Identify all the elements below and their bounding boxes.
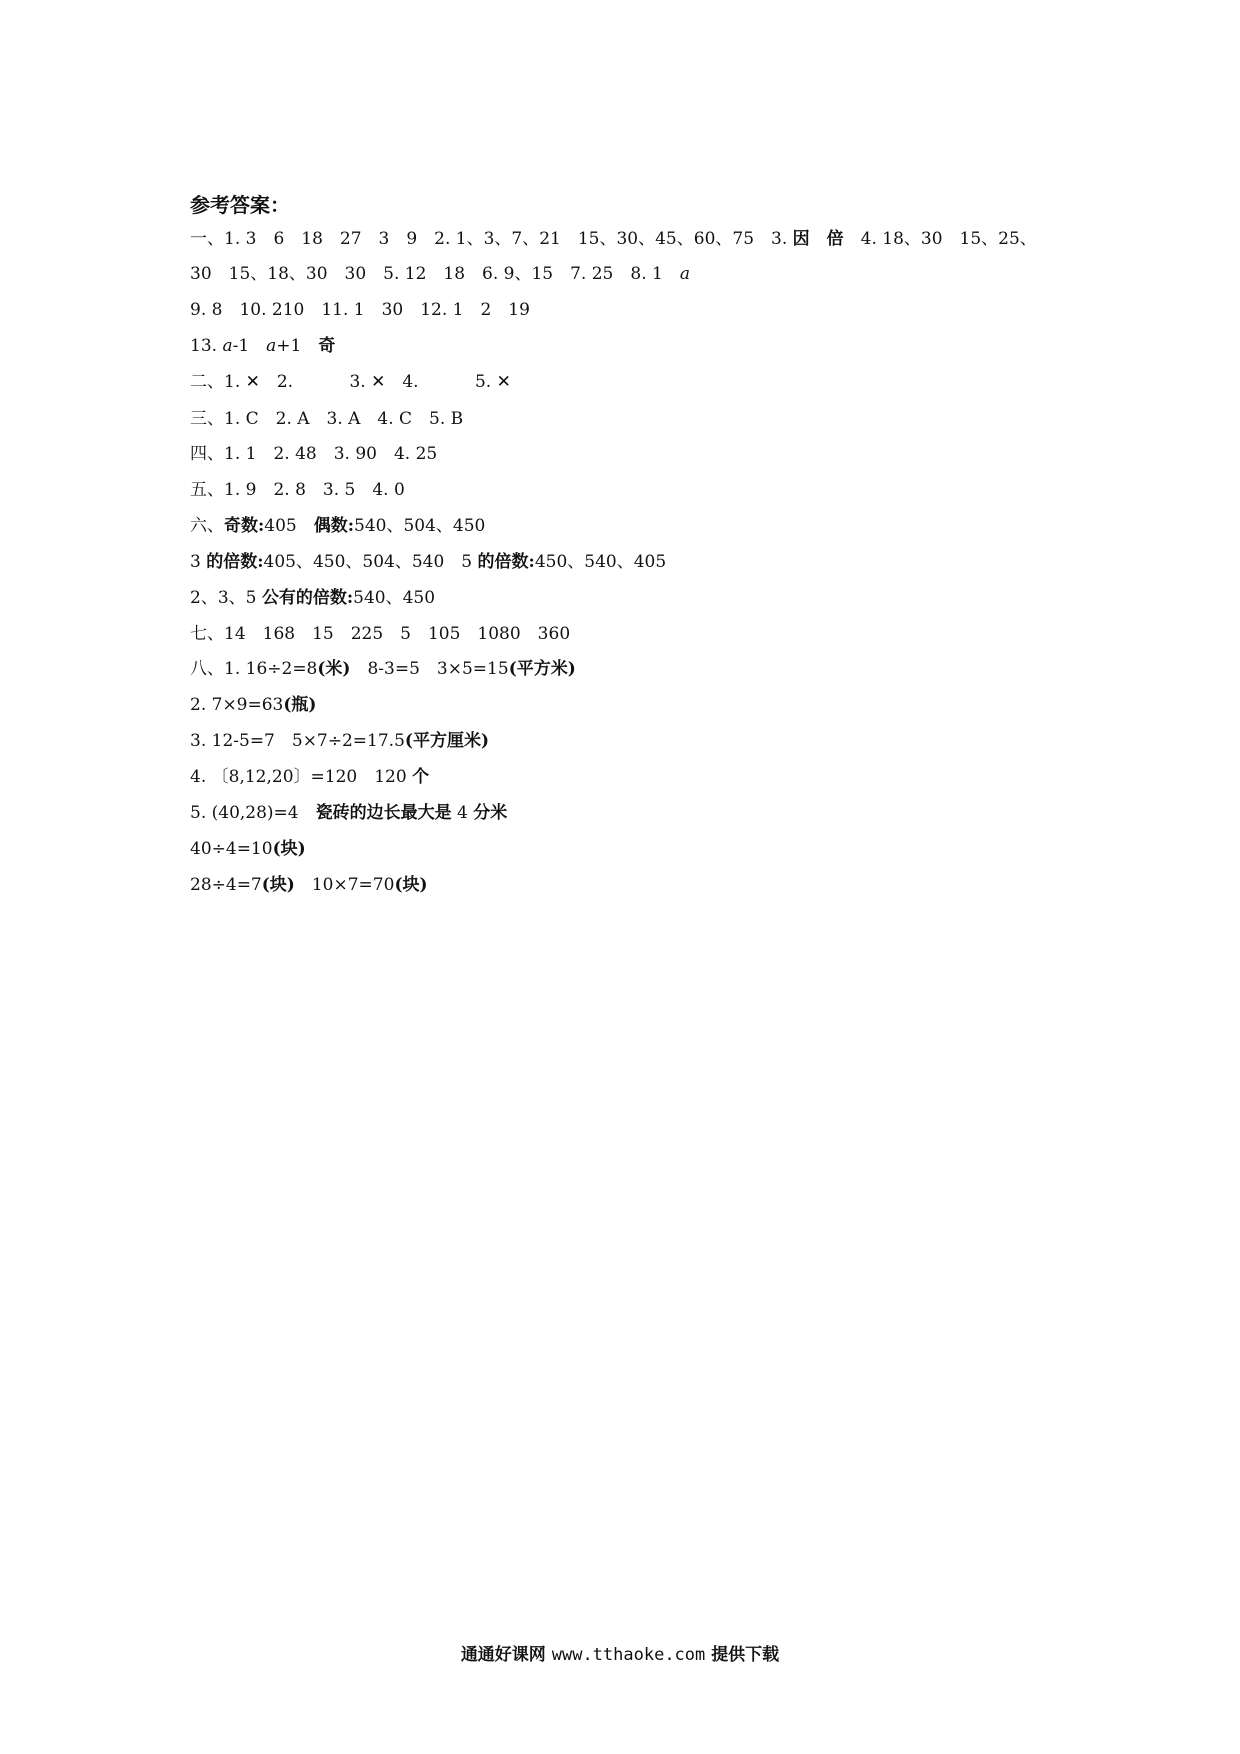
footer-site-name: 通通好课网 xyxy=(460,1645,546,1665)
answer-segment: a xyxy=(266,336,277,356)
answer-segment: 405、450、504、540 5 xyxy=(263,552,478,572)
answer-line xyxy=(190,515,485,537)
answer-segment: (瓶) xyxy=(283,695,317,715)
footer-url[interactable]: www.tthaoke.com xyxy=(551,1645,706,1665)
answer-line xyxy=(190,838,306,860)
answer-segment: 40÷4=10 xyxy=(190,839,273,859)
answer-segment: 六、 xyxy=(190,516,224,536)
page-title: 参考答案： xyxy=(190,193,290,217)
footer xyxy=(0,1640,1240,1665)
answer-line xyxy=(190,228,1037,250)
answer-line xyxy=(190,694,316,716)
answer-segment: 4. 〔8,12,20〕=120 120 xyxy=(190,767,413,787)
answer-line xyxy=(190,335,335,357)
footer-suffix: 提供下载 xyxy=(711,1645,780,1665)
answer-line xyxy=(190,623,570,645)
answer-segment: 公有的倍数: xyxy=(261,588,354,608)
answer-segment: 二、1. ✕ 2. 3. ✕ 4. 5. ✕ xyxy=(190,372,511,392)
answer-segment: 奇数: xyxy=(224,516,265,536)
answer-segment: 的倍数: xyxy=(206,552,264,572)
answer-segment: a xyxy=(222,336,233,356)
answer-line xyxy=(190,371,511,393)
answer-segment: 5. (40,28)=4 xyxy=(190,803,316,823)
answer-segment: 的倍数: xyxy=(477,552,535,572)
answer-line xyxy=(190,802,507,824)
answer-segment: 405 xyxy=(264,516,314,536)
answer-line xyxy=(190,874,428,896)
answer-line xyxy=(190,730,489,752)
answer-segment: 瓷砖的边长最大是 xyxy=(315,803,452,823)
answer-segment: 五、1. 9 2. 8 3. 5 4. 0 xyxy=(190,480,405,500)
answer-segment: 一、1. 3 6 18 27 3 9 2. 1、3、7、21 15、30、45、60、75 3. xyxy=(190,229,793,249)
answer-segment: (块) xyxy=(261,875,295,895)
answer-segment: 分米 xyxy=(473,803,508,823)
answer-segment: 540、450 xyxy=(353,588,436,608)
answer-line xyxy=(190,263,690,285)
answer-segment: 10×7=70 xyxy=(294,875,395,895)
answer-segment: 3. 12-5=7 5×7÷2=17.5 xyxy=(190,731,405,751)
answer-line xyxy=(190,443,437,465)
answer-segment: 30 15、18、30 30 5. 12 18 6. 9、15 7. 25 8. 1 xyxy=(190,264,680,284)
answer-line xyxy=(190,587,435,609)
answer-segment: 28÷4=7 xyxy=(190,875,262,895)
answer-segment: 3 xyxy=(190,552,207,572)
answer-segment: 偶数: xyxy=(313,516,355,536)
answer-segment: 因 倍 xyxy=(792,229,844,249)
answer-segment: a xyxy=(679,264,690,284)
answer-segment: 2. 7×9=63 xyxy=(190,695,284,715)
answer-segment: 4. 18、30 15、25、 xyxy=(843,229,1037,249)
answer-line xyxy=(190,551,666,573)
answer-line xyxy=(190,766,429,788)
answer-segment: 540、504、450 xyxy=(354,516,486,536)
answer-line xyxy=(190,658,576,680)
answer-segment: 4 xyxy=(451,803,474,823)
answer-line xyxy=(190,479,405,501)
answer-segment: 个 xyxy=(412,767,430,787)
answer-segment: 四、1. 1 2. 48 3. 90 4. 25 xyxy=(190,444,438,464)
answer-segment: -1 xyxy=(232,336,267,356)
answer-segment: 奇 xyxy=(318,336,336,356)
answer-segment: 8-3=5 3×5=15 xyxy=(350,659,509,679)
answer-line xyxy=(190,408,463,430)
answer-segment: 450、540、405 xyxy=(534,552,667,572)
answer-segment: 9. 8 10. 210 11. 1 30 12. 1 2 19 xyxy=(190,300,530,320)
answer-segment: (米) xyxy=(317,659,351,679)
answer-segment: (块) xyxy=(394,875,428,895)
answer-segment: (块) xyxy=(272,839,306,859)
answer-segment: +1 xyxy=(276,336,319,356)
answer-segment: 七、14 168 15 225 5 105 1080 360 xyxy=(190,624,571,644)
answer-segment: 2、3、5 xyxy=(190,588,262,608)
answer-segment: 八、1. 16÷2=8 xyxy=(190,659,318,679)
answer-segment: (平方厘米) xyxy=(404,731,490,751)
answer-line xyxy=(190,299,530,321)
answer-segment: 13. xyxy=(190,336,223,356)
answer-segment: (平方米) xyxy=(508,659,576,679)
answer-segment: 三、1. C 2. A 3. A 4. C 5. B xyxy=(190,409,464,429)
